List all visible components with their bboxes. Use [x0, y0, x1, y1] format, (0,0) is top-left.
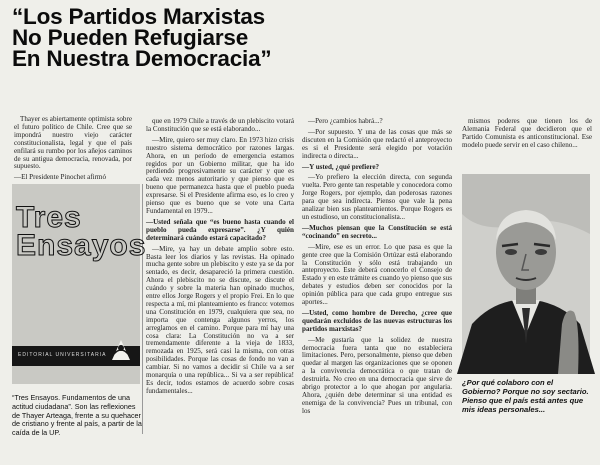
paragraph: mismos poderes que tienen los de Alemania Federal que decidieron que el Partido Comunista es anticonstitucional. Ese modelo puede servir en el caso chileno...	[462, 117, 592, 149]
article-column-3	[302, 118, 452, 463]
paragraph: —El Presidente Pinochet afirmó	[14, 173, 107, 182]
book-title-line-2: Ensayos	[16, 229, 147, 262]
paragraph: —Mire, ese es un error. Lo que pasa es que la gente cree que la Comisión Ortúzar está elaborando la Constitución y sólo está trabajando un anteproyecto. Este deberá conocerlo el Consejo de Estado y en este trámite es cuando yo pienso que sus debates y estudios deben ser conocidos por la opinión pública para que cada grupo entregue sus aportes...	[302, 242, 452, 307]
book-caption: “Tres Ensayos. Fundamentos de una actitud ciudadana”. Son las reflexiones de Thayer Arteaga, frente a su quehacer de cristiano y frente al país, a partir de la caída de la UP.	[12, 393, 142, 438]
paragraph: —Mire, quiero ser muy claro. En 1973 hizo crisis nuestro sistema democrático por razones largas. Ahora, en un período de emergencia estamos regidos por un Gobierno militar, que ha ido perdiendo progresivamente su carácter y que es cada vez menos autoritario y que pienso que es bueno que permanezca hasta que el pueblo pueda expresarse. Si el Presidente afirma eso, es lo creo y pienso que es bueno que se vote una Carta Fundamental en 1979...	[146, 135, 294, 215]
paragraph: —Yo prefiero la elección directa, con segunda vuelta. Pero gente tan respetable y conocedora como Jorge Rogers, por ejemplo, dan poderosas razones para que sea indirecta. Pienso que vale la pena analizar bien sus planteamientos. Porque Rogers es un estudioso, un constitucionalista...	[302, 173, 452, 221]
book-figure	[12, 184, 147, 438]
question: —Usted, como hombre de Derecho, ¿cree que quedarán excluidos de las nuevas estructuras los partidos marxistas?	[302, 308, 452, 333]
headline-line-3: En Nuestra Democracia”	[12, 46, 272, 71]
book-title	[16, 201, 147, 262]
headline-line-1: “Los Partidos Marxistas	[12, 4, 265, 29]
question: —Muchos piensan que la Constitución se está “cocinando” en secreto...	[302, 223, 452, 240]
paragraph: —Pero ¿cambios habrá...?	[308, 117, 383, 125]
paragraph: —Me gustaría que la solidez de nuestra democracia fuera tanta que no estableciera limitaciones. Pero, personalmente, pienso que deben quedar al margen las organizaciones que se oponen a la convivencia democrática o que tratan de destruirla. No creo en una democracia que sirve de abrigo protector a lo que ahogan por angularia. Ahora, ¿quién debe determinar si una entidad es enemiga de la convivencia? Pues un tribunal, con los	[302, 335, 452, 415]
article-column-4	[462, 118, 592, 168]
book-cover	[12, 184, 147, 384]
photo-caption: ¿Por qué colaboro con el Gobierno? Porque no soy sectario. Pienso que el país está antes que mis ideas personales...	[462, 378, 589, 414]
headline	[12, 6, 342, 69]
question: —Usted señala que “es bueno hasta cuando el pueblo pueda expresarse”. ¿Y quién determinará cuándo estará capacitado?	[146, 217, 294, 242]
publisher-logo-icon	[108, 334, 134, 364]
article-column-2	[146, 118, 294, 463]
portrait-illustration	[462, 174, 590, 374]
book-publisher: EDITORIAL UNIVERSITARIA	[18, 352, 107, 358]
paragraph: Thayer es abiertamente optimista sobre el futuro político de Chile. Cree que se impondrá nuestro viejo carácter constitucionalista, legal y que el país enfilará su rumbo por los añejos caminos de su antigua democracia, renovada, por supuesto.	[14, 115, 132, 171]
headline-line-2: No Pueden Refugiarse	[12, 25, 249, 50]
book-title-line-1: Tres	[16, 201, 82, 234]
paragraph: —Por supuesto. Y una de las cosas que más se discuten en la Comisión que redactó el anteproyecto es si el Presidente será elegido por votación indirecta o directa...	[302, 127, 452, 160]
paragraph: que en 1979 Chile a través de un plebiscito votará la Constitución que se está elaborando...	[146, 117, 294, 133]
portrait-photo	[462, 174, 590, 374]
paragraph: —Mire, ya hay un debate amplio sobre esto. Basta leer los diarios y las revistas. Ha opinado mucha gente sobre un plebiscito y este ya se da por sentado, es decir, desapareció la primera cuestión. Ahora el plebiscito no se discute, se discute el cuándo y sobre la materia han opinado muchos, entre ellos Jorge Rogers y el propio Frei. En lo que respecta a mí, mi planteamiento es franco: votemos una Constitución en 1979, cualquiera que sea, no importa que contenga algunos yerros, los arreglamos en el camino. Porque para mí hay una cosa clara: La Constitución no va a ser tremendamente diferente a la vieja de 1833, remozada en 1925, será casi la misma, con otras posibilidades. Porque las cosas de fondo no van a cambiar. Si no vamos a decidir si Chile va a ser monarquía o una república... Si va a ser república! Es decir, todos estamos de acuerdo sobre cosas fundamentales...	[146, 244, 294, 395]
question: —Y usted, ¿qué prefiere?	[302, 162, 380, 171]
article-column-1	[14, 115, 132, 182]
